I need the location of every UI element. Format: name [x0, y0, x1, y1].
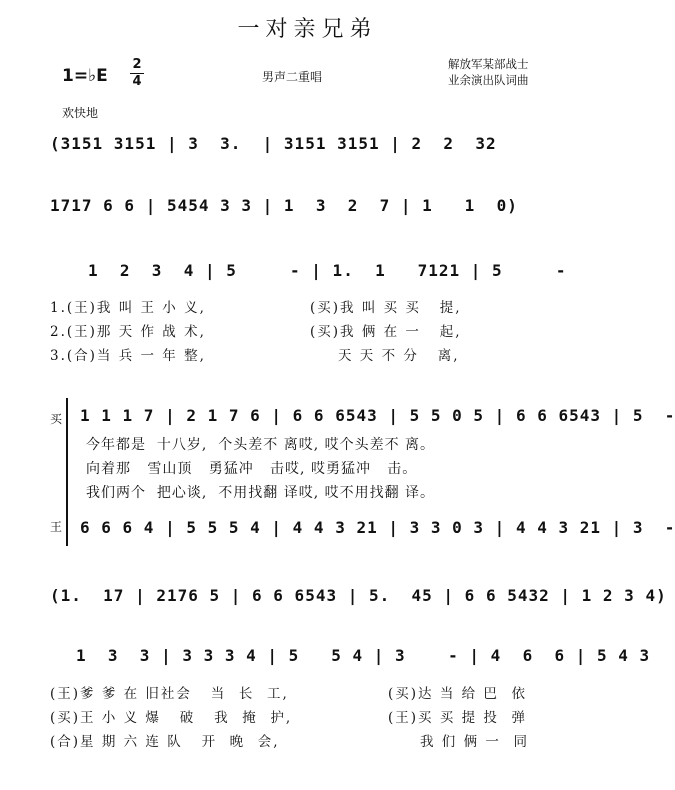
chorus-lyric-2: 向着那 雪山顶 勇猛冲 击哎, 哎勇猛冲 击。	[86, 461, 418, 477]
staff-row-1	[50, 128, 570, 158]
staff-row-2	[50, 190, 570, 220]
system-brace	[66, 398, 68, 546]
notes-row-7: 1 3 3 | 3 3 3 4 | 5 5 4 | 3 - | 4 6 6 | 5 4 3	[76, 646, 651, 665]
notes-row-5: 6 6 6 4 | 5 5 5 4 | 4 4 3 21 | 3 3 0 3 | 4 4 3 21 | 3 -	[80, 518, 675, 537]
key-signature: 1=♭E	[62, 66, 108, 86]
genre-label: 男声二重唱	[262, 70, 323, 84]
time-denominator: 4	[132, 74, 142, 89]
verse-line-1b: (买)我 叫 买 买 提,	[310, 300, 462, 316]
notes-row-2: 1717 6 6 | 5454 3 3 | 1 3 2 7 | 1 1 0)	[50, 196, 518, 215]
notes-row-3: 1 2 3 4 | 5 - | 1. 1 7121 | 5 -	[88, 261, 567, 280]
final-lyric-2a: (买)王 小 义 爆 破 我 掩 护,	[50, 710, 293, 726]
credit-music: 业余演出队词曲	[448, 73, 529, 87]
time-signature	[130, 58, 144, 89]
staff-row-5	[80, 512, 675, 542]
final-lyric-3a: (合)星 期 六 连 队 开 晚 会,	[50, 734, 280, 750]
time-numerator: 2	[132, 57, 142, 72]
final-lyric-2b: (王)买 买 提 投 弹	[388, 710, 527, 726]
credit-lyrics: 解放军某部战士	[448, 57, 529, 71]
staff-row-7	[76, 640, 651, 670]
notes-row-6: (1. 17 | 2176 5 | 6 6 6543 | 5. 45 | 6 6 5432 | 1 2 3 4)	[50, 586, 667, 605]
staff-row-3	[50, 255, 570, 285]
staff-row-4	[80, 400, 675, 430]
notes-row-1: (3151 3151 | 3 3. | 3151 3151 | 2 2 32	[50, 134, 497, 153]
staff-row-6	[50, 580, 667, 610]
song-title: 一对亲兄弟	[237, 17, 378, 42]
chorus-lyric-1: 今年都是 十八岁, 个头差不 离哎, 哎个头差不 离。	[86, 437, 436, 453]
notes-row-4: 1 1 1 7 | 2 1 7 6 | 6 6 6543 | 5 5 0 5 | 6 6 6543 | 5 -	[80, 406, 675, 425]
final-lyric-3b: 我 们 俩 一 同	[420, 734, 529, 750]
tempo-marking: 欢快地	[62, 106, 99, 120]
final-lyric-1b: (买)达 当 给 巴 依	[388, 686, 527, 702]
verse-line-1a: 1.(王)我 叫 王 小 义,	[50, 300, 206, 316]
voice-label-wang: 王	[50, 520, 63, 534]
verse-line-3b: 天 天 不 分 离,	[338, 348, 460, 364]
chorus-lyric-3: 我们两个 把心谈, 不用找翻 译哎, 哎不用找翻 译。	[86, 485, 436, 501]
verse-line-3a: 3.(合)当 兵 一 年 整,	[50, 348, 206, 364]
verse-line-2b: (买)我 俩 在 一 起,	[310, 324, 462, 340]
final-lyric-1a: (王)爹 爹 在 旧社会 当 长 工,	[50, 686, 289, 702]
voice-label-mai: 买	[50, 412, 63, 426]
verse-line-2a: 2.(王)那 天 作 战 术,	[50, 324, 206, 340]
